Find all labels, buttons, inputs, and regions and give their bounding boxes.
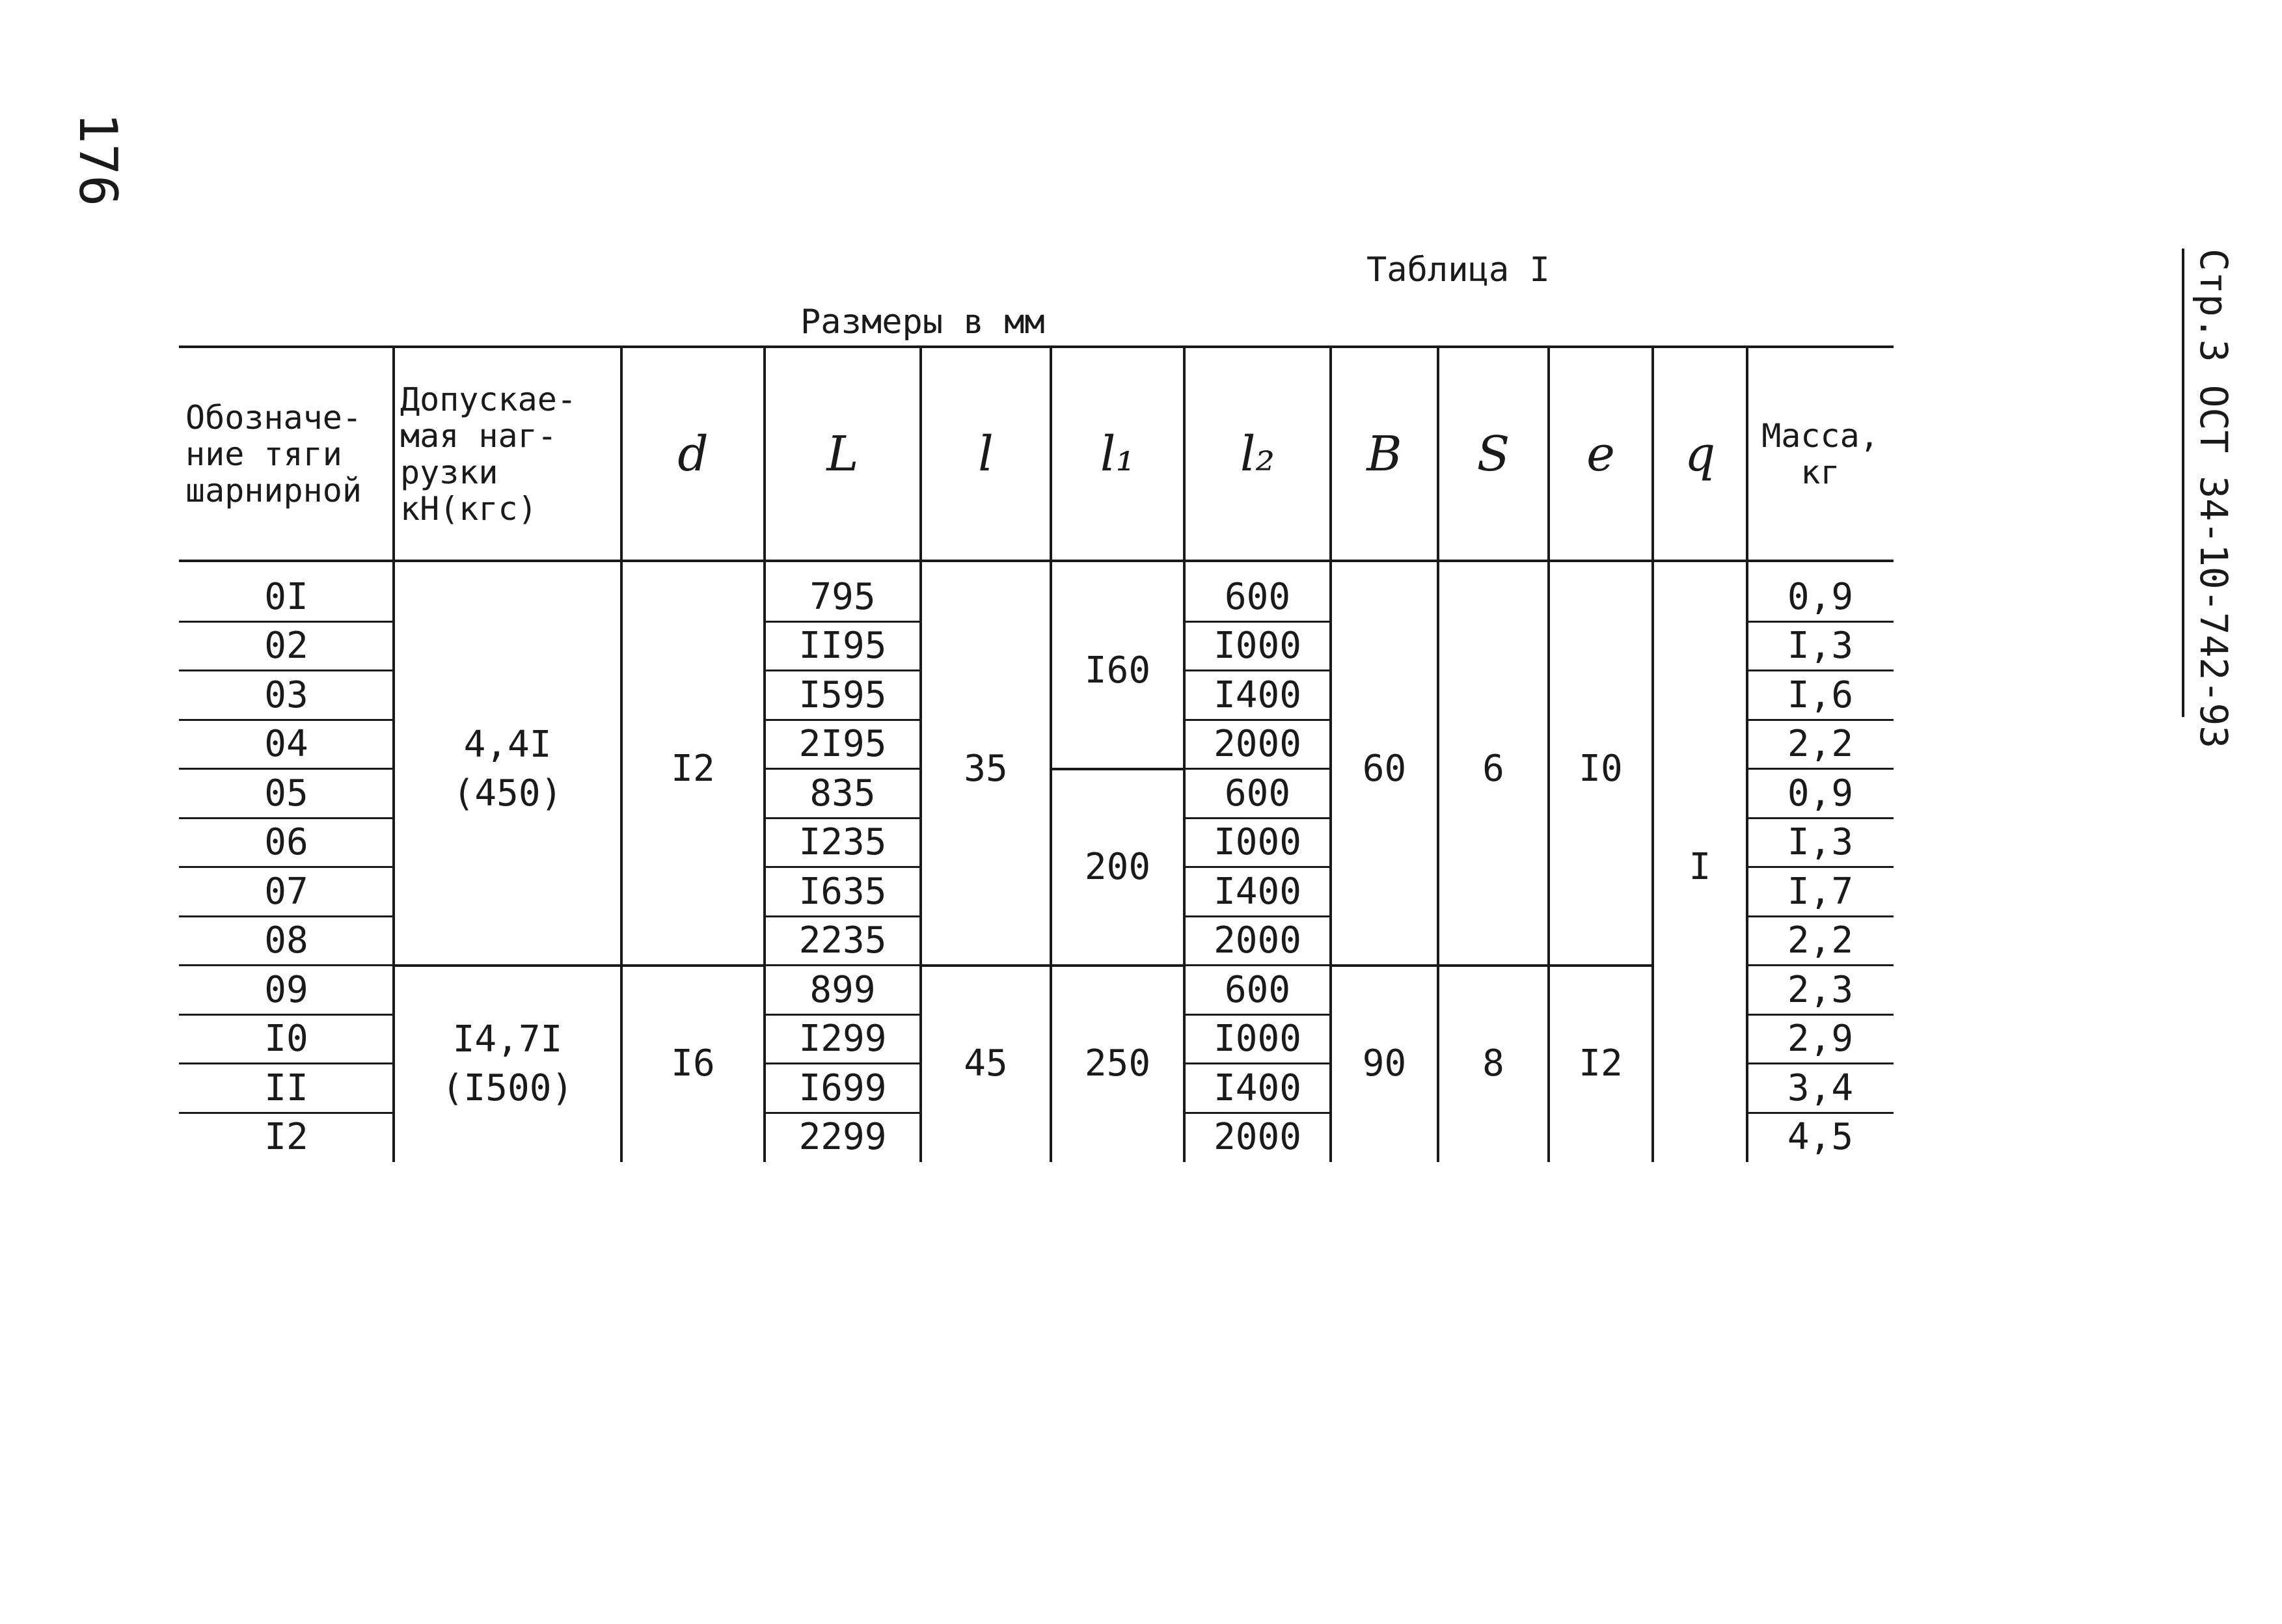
mass-cell: I,3: [1787, 625, 1854, 668]
designation-cell: 04: [264, 723, 308, 766]
L-cell: II95: [798, 625, 887, 668]
header-mass: [1747, 348, 1894, 560]
S-cell: 6: [1482, 748, 1504, 790]
load-cell: [394, 573, 621, 966]
l2-cell: I000: [1214, 625, 1301, 668]
designation-cell: I0: [264, 1018, 308, 1061]
header-e: e: [1586, 426, 1615, 482]
header-mass-line: Масса,: [1761, 416, 1879, 455]
header-load-line: мая наг-: [400, 416, 557, 455]
header-load-line: Допускае-: [400, 380, 577, 418]
l2-cell: I400: [1214, 673, 1301, 716]
page-number: 176: [68, 112, 128, 207]
header-q: q: [1684, 426, 1716, 482]
header-load-line: рузки: [400, 453, 498, 491]
l2-cell: 2000: [1214, 919, 1301, 962]
mass-cell: 2,2: [1787, 919, 1854, 962]
designation-cell: 05: [264, 772, 308, 815]
header-S: S: [1476, 426, 1510, 482]
l1-cell: 200: [1084, 846, 1151, 888]
header-mass-line: кг: [1800, 453, 1840, 491]
mass-cell: I,7: [1787, 870, 1854, 913]
l2-cell: 2000: [1214, 723, 1301, 766]
l2-cell: 2000: [1214, 1116, 1301, 1159]
d-cell: I2: [671, 748, 715, 790]
header-designation-line: шарнирной: [185, 471, 362, 509]
L-cell: 795: [809, 575, 876, 618]
load-value: I4,7I: [452, 1018, 563, 1061]
S-cell: 8: [1482, 1042, 1504, 1085]
header-d: d: [677, 426, 709, 482]
L-cell: 2235: [798, 919, 887, 962]
mass-cell: 0,9: [1787, 772, 1854, 815]
load-value: 4,4I: [463, 724, 552, 766]
load-value: (I500): [441, 1067, 574, 1109]
header-designation: [179, 348, 400, 560]
mass-cell: I,6: [1787, 673, 1854, 716]
load-value: (450): [452, 772, 563, 815]
designation-cell: 03: [264, 673, 308, 716]
document-code: Стр.3 ОСТ 34-10-742-93: [2182, 249, 2243, 717]
designation-cell: 06: [264, 821, 308, 864]
mass-cell: 2,9: [1787, 1018, 1854, 1061]
B-cell: 60: [1362, 748, 1407, 790]
l2-cell: I000: [1214, 1018, 1301, 1061]
header-l2: l₂: [1240, 426, 1275, 482]
l2-cell: 600: [1224, 575, 1291, 618]
mass-cell: 0,9: [1787, 575, 1854, 618]
L-cell: 899: [809, 968, 876, 1011]
l2-cell: 600: [1224, 968, 1291, 1011]
L-cell: I595: [798, 673, 887, 716]
mass-cell: 3,4: [1787, 1066, 1854, 1109]
L-cell: 835: [809, 772, 876, 815]
designation-cell: II: [264, 1066, 308, 1109]
designation-cell: 07: [264, 870, 308, 913]
designation-cell: I2: [264, 1116, 308, 1159]
table-title: Таблица I: [1366, 250, 1550, 290]
header-B: B: [1366, 426, 1402, 482]
header-bottom-rule: [179, 560, 1894, 562]
L-cell: I299: [798, 1018, 887, 1061]
designation-cell: 08: [264, 919, 308, 962]
mass-cell: I,3: [1787, 821, 1854, 864]
units-note: Размеры в мм: [800, 303, 1045, 342]
l-cell: 45: [964, 1042, 1008, 1085]
B-cell: 90: [1362, 1042, 1407, 1085]
L-cell: 2299: [798, 1116, 887, 1159]
designation-cell: 02: [264, 625, 308, 668]
header-l1: l₁: [1100, 426, 1135, 482]
e-cell: I2: [1579, 1042, 1623, 1085]
mass-cell: 2,2: [1787, 723, 1854, 766]
header-load: [394, 348, 628, 560]
l2-cell: I400: [1214, 1066, 1301, 1109]
l2-cell: 600: [1224, 772, 1291, 815]
q-cell: I: [1689, 846, 1711, 888]
header-load-line: кН(кгс): [400, 489, 537, 528]
mass-cell: 2,3: [1787, 968, 1854, 1011]
L-cell: 2I95: [798, 723, 887, 766]
designation-cell: 0I: [264, 575, 308, 618]
load-cell: [394, 966, 621, 1162]
designation-cell: 09: [264, 968, 308, 1011]
header-L: L: [826, 426, 859, 482]
l2-cell: I000: [1214, 821, 1301, 864]
L-cell: I235: [798, 821, 887, 864]
L-cell: I699: [798, 1066, 887, 1109]
L-cell: I635: [798, 870, 887, 913]
l2-cell: I400: [1214, 870, 1301, 913]
e-cell: I0: [1579, 748, 1623, 790]
mass-cell: 4,5: [1787, 1116, 1854, 1159]
l-cell: 35: [964, 748, 1008, 790]
header-l: l: [978, 426, 994, 482]
l1-cell: I60: [1084, 649, 1151, 692]
header-designation-line: ние тяги: [185, 435, 342, 473]
d-cell: I6: [671, 1042, 715, 1085]
header-designation-line: Обозначе-: [185, 398, 362, 437]
l1-cell: 250: [1084, 1042, 1151, 1085]
